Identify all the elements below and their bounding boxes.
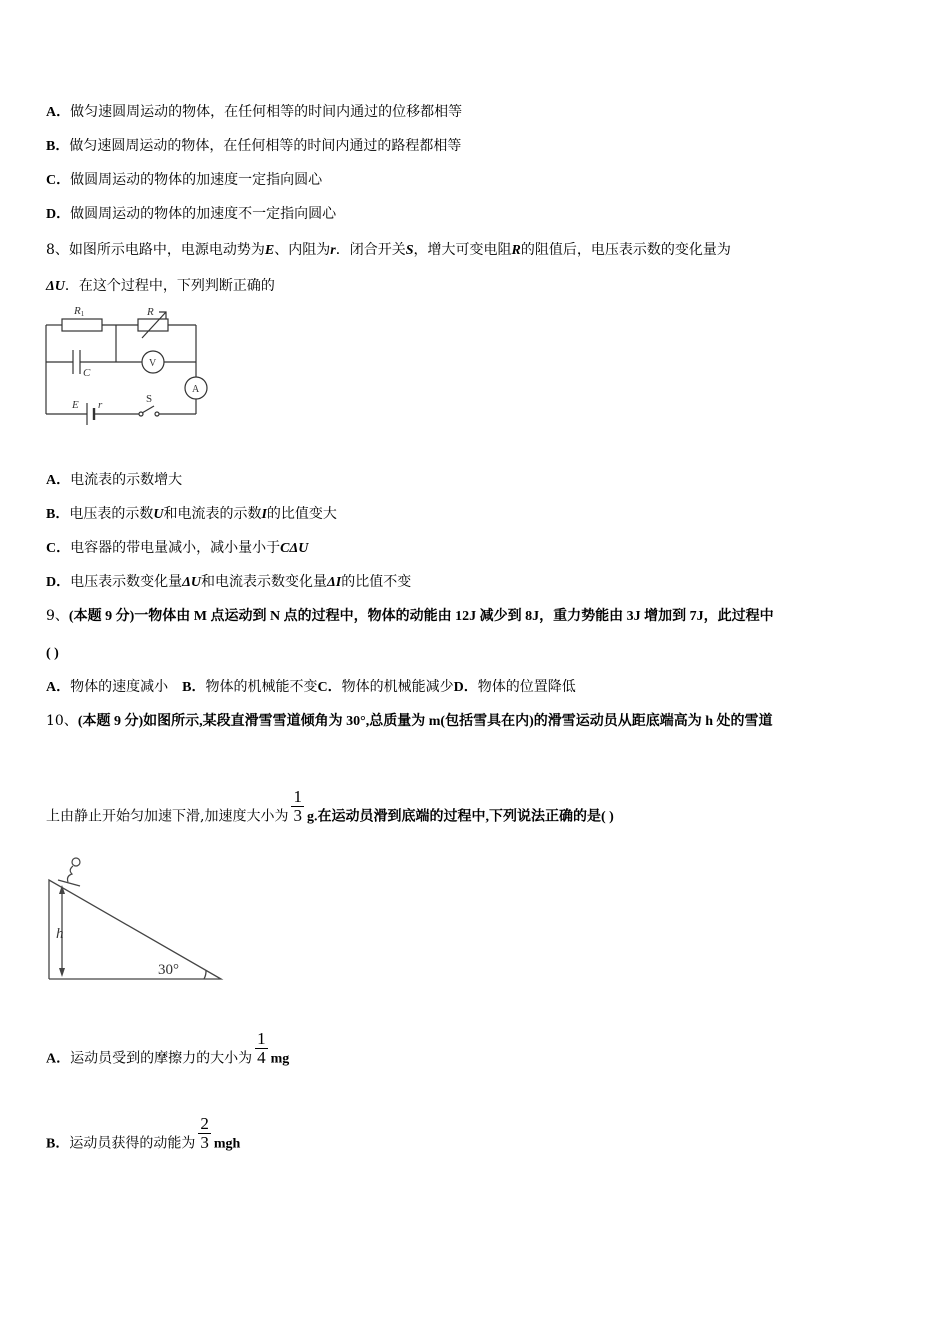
stem-text: (本题 9 分)如图所示,某段直滑雪雪道倾角为 30°,总质量为 m(包括雪具在内)的滑雪运动员从距底端高为 h 处的雪道 (77, 714, 773, 729)
q9-option-c (317, 679, 453, 695)
q9-option-b (182, 679, 317, 695)
option-label: A． (46, 680, 71, 695)
resistor-r1 (62, 319, 102, 331)
q9-options (46, 677, 576, 698)
option-text: 做匀速圆周运动的物体，在任何相等的时间内通过的位移都相等 (70, 104, 463, 120)
option-label: A． (46, 473, 71, 488)
stem-text: ．在这个过程中，下列判断正确的 (64, 278, 275, 294)
label-r: R (147, 306, 154, 318)
fraction-denominator: 4 (257, 1048, 266, 1067)
symbol-e: E (264, 243, 275, 258)
answer-bracket: ( ) (46, 646, 59, 661)
option-text: 做圆周运动的物体的加速度不一定指向圆心 (70, 206, 337, 222)
q8-option-b (46, 504, 337, 525)
label-s: S (146, 393, 153, 405)
option-text: 电容器的带电量减小，减小量小于 (70, 540, 281, 556)
option-unit: mgh (213, 1136, 241, 1152)
q9-option-a (46, 679, 168, 695)
fraction-denominator: 3 (293, 806, 302, 825)
stem-text: 的阻值后，电压表示数的变化量为 (520, 242, 731, 258)
question-number: 10、 (46, 713, 78, 729)
skier-icon (58, 858, 80, 886)
q9-option-d (454, 679, 576, 695)
fraction-one-third (291, 788, 304, 825)
option-label: B． (46, 1136, 70, 1152)
option-text: 做匀速圆周运动的物体，在任何相等的时间内通过的路程都相等 (69, 138, 462, 154)
label-a: A (192, 384, 200, 395)
switch-blade (142, 406, 154, 413)
stem-text: 上由静止开始匀加速下滑,加速度大小为 (46, 808, 289, 825)
option-text: 和电流表示数变化量 (201, 574, 328, 590)
option-label: B． (46, 139, 70, 154)
option-label: A． (46, 105, 71, 120)
symbol-u: U (153, 507, 164, 522)
label-e: E (72, 399, 79, 411)
q10-stem-line1 (46, 711, 773, 732)
option-label: D． (46, 207, 71, 222)
q9-stem-line2 (46, 643, 59, 664)
option-text: 物体的位置降低 (477, 679, 576, 695)
q7-option-a (46, 102, 462, 123)
slope-triangle (49, 880, 221, 979)
stem-text: (本题 9 分)一物体由 M 点运动到 N 点的过程中，物体的动能由 12J 减少到 8J，重力势能由 3J 增加到 7J，此过程中 (68, 609, 774, 624)
symbol-c-delta-u: CΔU (280, 541, 309, 556)
label-angle: 30° (158, 962, 179, 978)
symbol-i: I (261, 507, 267, 522)
fraction-two-thirds (198, 1115, 211, 1152)
option-text: 物体的速度减小 (70, 679, 169, 695)
angle-arc (204, 970, 206, 979)
q7-option-d (46, 204, 336, 225)
q8-stem-line1 (46, 240, 731, 261)
option-unit: mg (270, 1051, 290, 1067)
option-text: 电流表的示数增大 (70, 472, 183, 488)
option-label: A． (46, 1051, 71, 1067)
option-text: 和电流表的示数 (163, 506, 262, 522)
circuit-diagram (40, 300, 215, 440)
variable-resistor-r (138, 319, 168, 331)
label-h: h (56, 926, 64, 942)
q8-option-c (46, 538, 308, 559)
option-text: 运动员受到的摩擦力的大小为 (70, 1050, 253, 1067)
label-v: V (149, 358, 157, 369)
symbol-delta-u: ΔU (46, 279, 65, 294)
option-label: C． (46, 173, 71, 188)
slope-diagram (40, 852, 230, 987)
fraction-denominator: 3 (200, 1133, 209, 1152)
stem-text: 如图所示电路中，电源电动势为 (68, 242, 265, 258)
option-text: 做圆周运动的物体的加速度一定指向圆心 (70, 172, 323, 188)
label-r-internal: r (98, 399, 103, 411)
question-number: 9、 (46, 608, 69, 624)
label-r1: R1 (74, 305, 85, 318)
q8-option-a (46, 470, 182, 491)
symbol-delta-i: ΔI (327, 575, 342, 590)
q8-stem-line2 (46, 276, 275, 297)
fraction-one-quarter (255, 1030, 268, 1067)
q7-option-b (46, 136, 461, 157)
fraction-numerator: 1 (257, 1029, 266, 1048)
option-label: C． (317, 680, 342, 695)
option-text: 运动员获得的动能为 (69, 1135, 196, 1152)
option-text: 电压表的示数 (69, 506, 154, 522)
label-c: C (83, 367, 91, 379)
option-label: B． (182, 680, 206, 695)
q10-stem-line2 (46, 787, 614, 835)
q9-stem-line1 (46, 606, 774, 627)
stem-text: g.在运动员滑到底端的过程中,下列说法正确的是( ) (306, 809, 614, 825)
symbol-delta-u: ΔU (182, 575, 202, 590)
symbol-r-variable: R (511, 243, 521, 258)
stem-text: 、内阻为 (274, 242, 331, 258)
q8-option-d (46, 572, 411, 593)
q10-option-b (46, 1114, 241, 1162)
symbol-s: S (405, 243, 414, 258)
q7-option-c (46, 170, 322, 191)
fraction-numerator: 1 (293, 787, 302, 806)
option-text: 物体的机械能减少 (341, 679, 454, 695)
switch-contact (155, 412, 159, 416)
option-label: B． (46, 507, 70, 522)
option-label: D． (453, 680, 478, 695)
option-text: 物体的机械能不变 (205, 679, 318, 695)
option-text: 的比值变大 (266, 506, 337, 522)
arrow-head-down (59, 968, 65, 977)
question-number: 8、 (46, 242, 69, 258)
stem-text: ．闭合开关 (335, 242, 406, 258)
option-text: 电压表示数变化量 (70, 574, 183, 590)
option-text: 的比值不变 (341, 574, 412, 590)
option-label: C． (46, 541, 71, 556)
symbol-r: r (330, 243, 336, 258)
option-label: D． (46, 575, 71, 590)
stem-text: ，增大可变电阻 (413, 242, 512, 258)
fraction-numerator: 2 (200, 1114, 209, 1133)
q10-option-a (46, 1029, 290, 1077)
